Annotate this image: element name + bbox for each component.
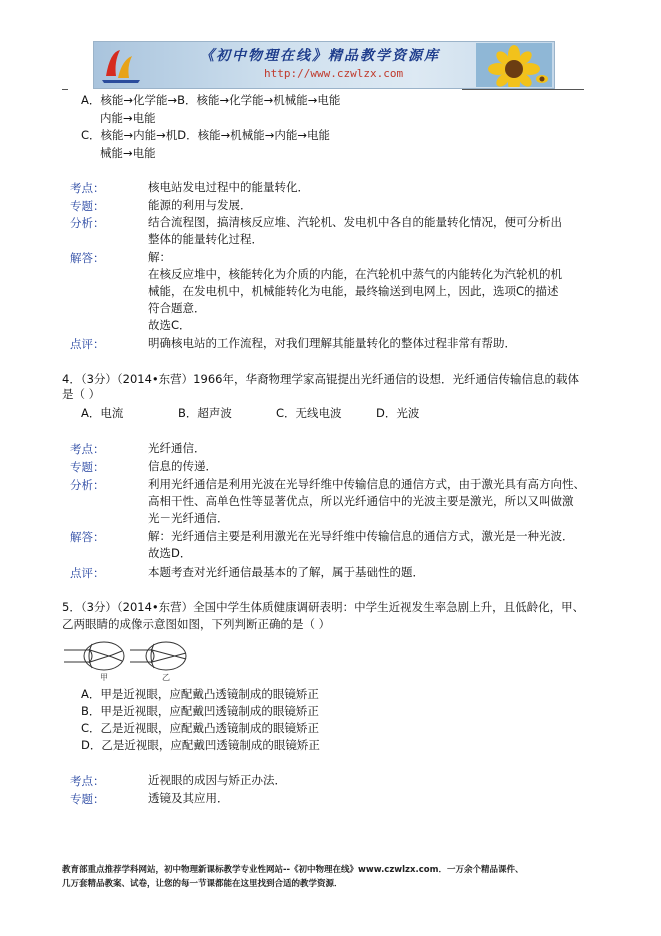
q4-jieda-line: 故选D． bbox=[148, 546, 192, 560]
sunflower-image bbox=[476, 43, 552, 87]
footer-line: 教育部重点推荐学科网站，初中物理新课标教学专业性网站--《初中物理在线》www.czwlzx.com．一万余个精品课件、 bbox=[62, 865, 524, 875]
q5-kaodian-text: 近视眼的成因与矫正办法． bbox=[148, 773, 286, 787]
q4-jieda-line: 解：光纤通信主要是利用激光在光导纤维中传输信息的通信方式，激光是一种光波． bbox=[148, 529, 574, 543]
page-footer bbox=[62, 863, 602, 891]
q3-label-dianping: 点评： bbox=[70, 337, 105, 351]
q4-label-dianping: 点评： bbox=[70, 566, 105, 580]
q5-label-zhuanti: 专题： bbox=[70, 792, 105, 806]
header-rule-left bbox=[62, 89, 68, 90]
q4-option-d: D．光波 bbox=[376, 406, 420, 420]
q5-stem: 5．（3分）（2014•东营）全国中学生体质健康调研表明：中学生近视发生率急剧上升，且低龄化，甲、 bbox=[62, 600, 585, 614]
q5-option-c: C．乙是近视眼，应配戴凸透镜制成的眼镜矫正 bbox=[81, 721, 320, 735]
q3-label-kaodian: 考点： bbox=[70, 181, 105, 195]
q4-label-jieda: 解答： bbox=[70, 530, 105, 544]
banner-title: 《初中物理在线》精品教学资源库 bbox=[200, 48, 440, 64]
q4-label-zhuanti: 专题： bbox=[70, 460, 105, 474]
q3-jieda-line: 在核反应堆中，核能转化为介质的内能，在汽轮机中蒸气的内能转化为汽轮机的机 bbox=[148, 267, 562, 281]
q3-jieda-line: 符合题意． bbox=[148, 301, 206, 315]
eye-yi-figure bbox=[130, 642, 186, 670]
q4-label-fenxi: 分析： bbox=[70, 478, 105, 492]
q4-label-kaodian: 考点： bbox=[70, 442, 105, 456]
q4-fenxi-line: 光－光纤通信． bbox=[148, 511, 229, 525]
q5-label-kaodian: 考点： bbox=[70, 774, 105, 788]
q3-kaodian-text: 核电站发电过程中的能量转化． bbox=[148, 180, 309, 194]
site-logo-icon bbox=[100, 46, 142, 84]
q3-zhuanti-text: 能源的利用与发展． bbox=[148, 198, 252, 212]
q5-stem-cont: 乙两眼睛的成像示意图如图，下列判断正确的是（ ） bbox=[62, 617, 331, 631]
q4-option-a: A．电流 bbox=[81, 406, 124, 420]
q3-fenxi-line: 整体的能量转化过程． bbox=[148, 232, 263, 246]
q4-option-b: B．超声波 bbox=[178, 406, 232, 420]
eye-label-jia: 甲 bbox=[100, 673, 108, 682]
footer-line: 几万套精品教案、试卷，让您的每一节课都能在这里找到合适的教学资源． bbox=[62, 879, 343, 889]
q5-option-a: A．甲是近视眼，应配戴凸透镜制成的眼镜矫正 bbox=[81, 687, 319, 701]
eye-label-yi: 乙 bbox=[162, 673, 170, 682]
q4-dianping-text: 本题考查对光纤通信最基本的了解，属于基础性的题． bbox=[148, 565, 424, 579]
q4-fenxi-line: 利用光纤通信是利用光波在光导纤维中传输信息的通信方式，由于激光具有高方向性、 bbox=[148, 477, 585, 491]
q5-zhuanti-text: 透镜及其应用． bbox=[148, 791, 229, 805]
q3-fenxi-line: 结合流程图，搞清核反应堆、汽轮机、发电机中各自的能量转化情况，便可分析出 bbox=[148, 215, 562, 229]
q3-jieda-line: 解： bbox=[148, 250, 171, 264]
q4-fenxi-line: 高相干性、高单色性等显著优点，所以光纤通信中的光波主要是激光，所以又叫做激 bbox=[148, 494, 574, 508]
header-banner bbox=[93, 41, 555, 89]
q3-option-cd: C．核能→内能→机D．核能→机械能→内能→电能 bbox=[81, 128, 331, 142]
q5-option-b: B．甲是近视眼，应配戴凹透镜制成的眼镜矫正 bbox=[81, 704, 319, 718]
q4-option-c: C．无线电波 bbox=[276, 406, 342, 420]
q3-option-a-cont: 内能→电能 bbox=[100, 111, 156, 125]
q3-label-fenxi: 分析： bbox=[70, 216, 105, 230]
q3-label-zhuanti: 专题： bbox=[70, 199, 105, 213]
header-rule-right bbox=[462, 89, 584, 90]
q3-jieda-line: 械能，在发电机中，机械能转化为电能，最终输送到电网上，因此，选项C的描述 bbox=[148, 284, 559, 298]
q4-stem: 4．（3分）（2014•东营）1966年，华裔物理学家高锟提出光纤通信的设想．光纤通信传输信息的载体 bbox=[62, 372, 579, 386]
q3-option-ab: A．核能→化学能→B．核能→化学能→机械能→电能 bbox=[81, 93, 341, 107]
q3-dianping-text: 明确核电站的工作流程，对我们理解其能量转化的整体过程非常有帮助． bbox=[148, 336, 516, 350]
eye-diagram bbox=[62, 636, 198, 682]
q4-kaodian-text: 光纤通信． bbox=[148, 441, 206, 455]
q5-option-d: D．乙是近视眼，应配戴凹透镜制成的眼镜矫正 bbox=[81, 738, 320, 752]
banner-url[interactable]: http://www.czwlzx.com bbox=[264, 67, 404, 80]
q4-stem-cont: 是（ ） bbox=[62, 387, 101, 401]
q4-zhuanti-text: 信息的传递． bbox=[148, 459, 217, 473]
q3-option-c-cont: 械能→电能 bbox=[100, 146, 156, 160]
q3-jieda-line: 故选C． bbox=[148, 318, 191, 332]
eye-jia-figure bbox=[64, 642, 124, 670]
q3-label-jieda: 解答： bbox=[70, 251, 105, 265]
